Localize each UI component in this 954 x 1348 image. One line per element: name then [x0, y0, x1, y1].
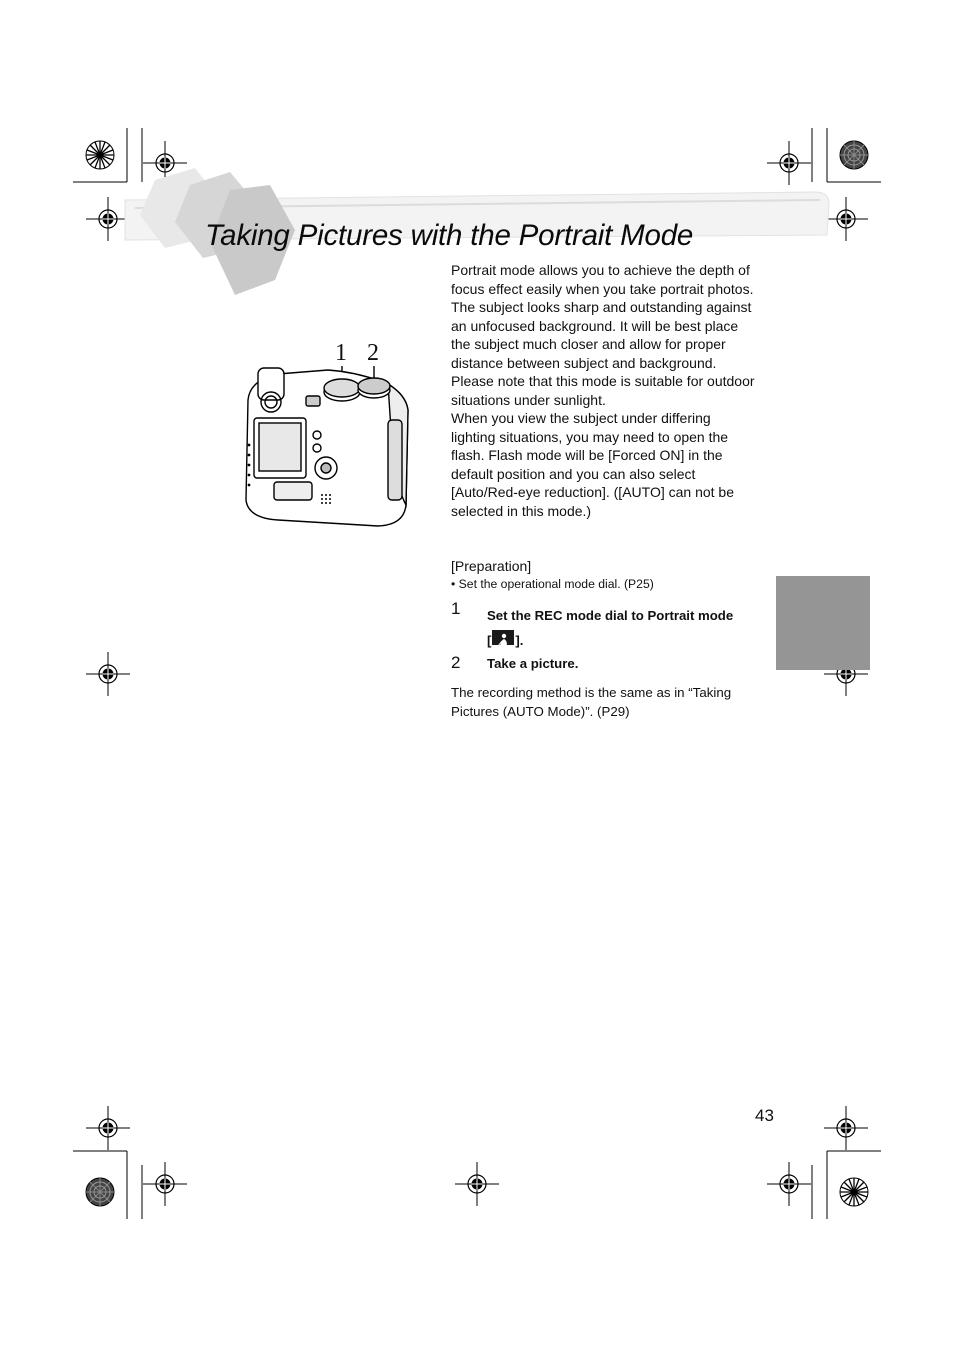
- page-title: Taking Pictures with the Portrait Mode: [205, 219, 694, 252]
- step-2-text: Take a picture.: [487, 656, 579, 671]
- preparation-heading: [Preparation]: [451, 558, 532, 574]
- step-1-bracket-close: ].: [515, 633, 524, 648]
- recording-note: The recording method is the same as in “Taking Pictures (AUTO Mode)”. (P29): [451, 685, 732, 719]
- intro-paragraph-1: Portrait mode allows you to achieve the depth of focus effect easily when you take portrait photos. The subject looks sharp and outstanding against an unfocused background. It will be best place the subject much closer and allow for proper distance between subject and background.: [451, 262, 754, 371]
- intro-paragraph-2: Please note that this mode is suitable for outdoor situations under sunlight.: [451, 373, 755, 408]
- chapter-side-tab: [776, 576, 870, 670]
- step-2-number: 2: [451, 653, 461, 672]
- page-number: 43: [755, 1106, 774, 1125]
- intro-paragraph-3: When you view the subject under differing lighting situations, you may need to open the flash. Flash mode will be [Forced ON] in the default position and you can also select [Auto/Red-eye reduction]. ([AUTO] can not be selected in this mode.): [451, 410, 735, 519]
- callout-label-1: 1: [335, 340, 347, 366]
- camera-illustration: [238, 340, 414, 530]
- preparation-bullet-text: Set the operational mode dial. (P25): [458, 577, 654, 591]
- camera-drawing: [238, 340, 414, 530]
- bullet-dot: •: [451, 577, 456, 591]
- step-1-number: 1: [451, 599, 461, 618]
- intro-text: [451, 261, 756, 520]
- step-1-bracket-open: [: [487, 633, 492, 648]
- portrait-mode-icon: [492, 630, 514, 645]
- callout-label-2: 2: [367, 340, 379, 366]
- step-1-text: [487, 603, 757, 653]
- preparation-bullet: [451, 577, 654, 591]
- step-1-instruction: Set the REC mode dial to Portrait mode: [487, 608, 734, 623]
